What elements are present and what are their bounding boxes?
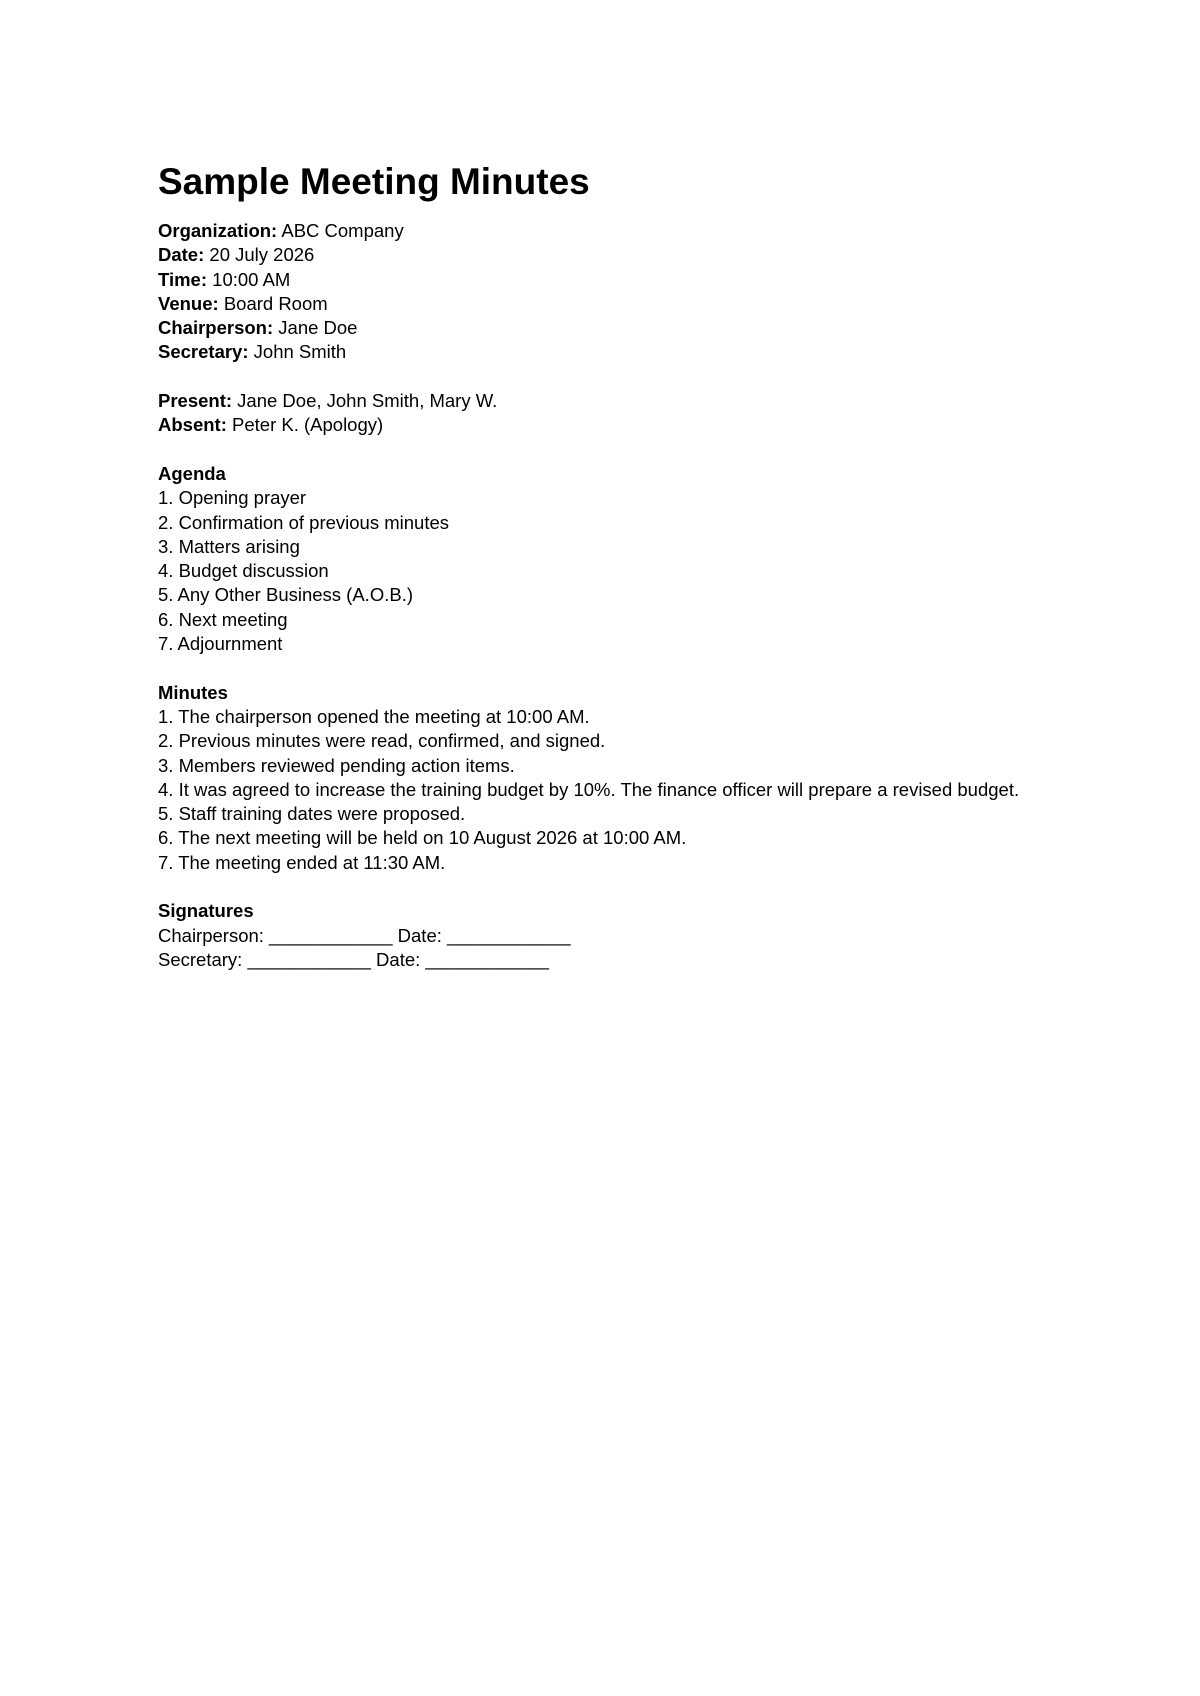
detail-chairperson [158, 316, 1058, 340]
detail-value: Board Room [223, 292, 328, 314]
detail-secretary [158, 340, 1058, 364]
absent-value: Peter K. (Apology) [232, 414, 384, 436]
detail-organization [158, 219, 1058, 243]
signatures-section [158, 899, 1058, 972]
signature-line-secretary: Secretary: ____________ Date: ____________ [158, 948, 549, 970]
minutes-item: 2. Previous minutes were read, confirmed, and signed. [158, 730, 606, 752]
absent-label: Absent: [158, 414, 227, 436]
signature-line-chairperson: Chairperson: ____________ Date: ____________ [158, 924, 571, 946]
absent-line [158, 413, 1058, 437]
agenda-item: 2. Confirmation of previous minutes [158, 511, 449, 533]
agenda-section [158, 462, 1058, 656]
spacer [158, 365, 1058, 389]
detail-value: ABC Company [281, 220, 404, 241]
signatures-heading: Signatures [158, 900, 254, 922]
present-label: Present: [158, 390, 233, 412]
meeting-details [158, 219, 1058, 365]
minutes-item: 6. The next meeting will be held on 10 August 2026 at 10:00 AM. [158, 827, 687, 849]
detail-venue [158, 292, 1058, 316]
detail-label: Time: [158, 268, 208, 290]
detail-value: Jane Doe [278, 317, 358, 339]
spacer [158, 656, 1058, 680]
minutes-item: 5. Staff training dates were proposed. [158, 803, 466, 825]
minutes-item: 3. Members reviewed pending action items. [158, 754, 515, 776]
spacer [158, 438, 1058, 462]
detail-label: Date: [158, 244, 205, 266]
spacer [158, 875, 1058, 899]
agenda-item: 1. Opening prayer [158, 487, 307, 509]
detail-label: Chairperson: [158, 317, 274, 339]
detail-label: Secretary: [158, 341, 249, 363]
detail-value: John Smith [253, 341, 347, 363]
minutes-item: 1. The chairperson opened the meeting at 10:00 AM. [158, 705, 590, 727]
minutes-heading: Minutes [158, 681, 228, 703]
document-page [158, 158, 1058, 972]
attendance [158, 389, 1058, 438]
detail-time [158, 268, 1058, 292]
present-value: Jane Doe, John Smith, Mary W. [237, 390, 498, 412]
page-title: Sample Meeting Minutes [158, 161, 590, 202]
agenda-item: 3. Matters arising [158, 535, 300, 557]
detail-value: 20 July 2026 [209, 244, 315, 266]
detail-label: Organization: [158, 220, 278, 241]
agenda-item: 6. Next meeting [158, 608, 288, 630]
minutes-item: 7. The meeting ended at 11:30 AM. [158, 851, 446, 873]
present-line [158, 389, 1058, 413]
agenda-item: 5. Any Other Business (A.O.B.) [158, 584, 413, 606]
detail-label: Venue: [158, 292, 219, 314]
agenda-item: 7. Adjournment [158, 633, 283, 655]
agenda-heading: Agenda [158, 462, 226, 484]
agenda-item: 4. Budget discussion [158, 560, 329, 582]
detail-date [158, 243, 1058, 267]
detail-value: 10:00 AM [212, 268, 291, 290]
minutes-section [158, 681, 1058, 875]
minutes-item: 4. It was agreed to increase the training budget by 10%. The finance officer will prepare a revised budget. [158, 778, 1020, 800]
